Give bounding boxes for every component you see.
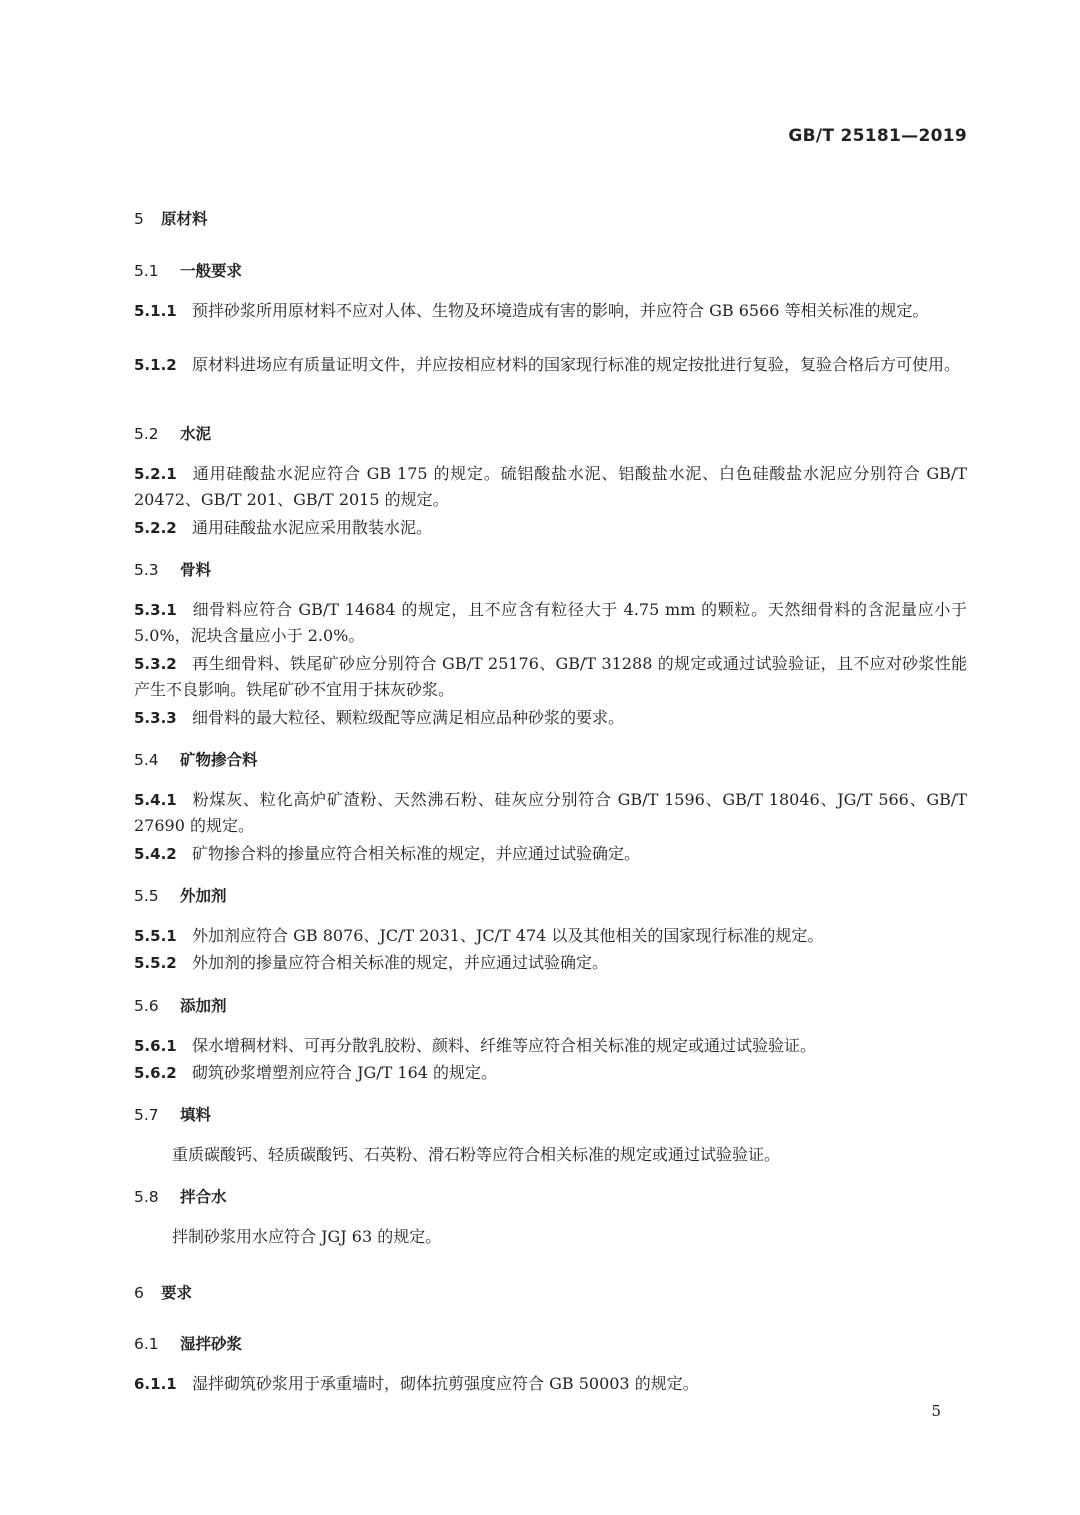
clause-text: 通用硅酸盐水泥应符合 GB 175 的规定。硫铝酸盐水泥、铝酸盐水泥、白色硅酸盐水泥应分别符合 GB/T 20472、GB/T 201、GB/T 2015 的规定。 (134, 464, 967, 509)
subsection-number: 6.1 (134, 1335, 159, 1353)
clause-number: 5.1.1 (134, 302, 177, 320)
clause-text: 细骨料应符合 GB/T 14684 的规定，且不应含有粒径大于 4.75 mm 的颗粒。天然细骨料的含泥量应小于 5.0%，泥块含量应小于 2.0%。 (134, 600, 967, 645)
clause-5-3-2 (134, 651, 967, 703)
clause-number: 5.2.1 (134, 465, 177, 483)
subsection-title: 填料 (180, 1106, 212, 1124)
clause-number: 5.5.1 (134, 927, 177, 945)
clause-5-2-1 (134, 461, 967, 513)
clause-5-5-2 (134, 950, 967, 976)
subsection-title: 一般要求 (180, 262, 243, 280)
subsection-heading-6-1 (134, 1332, 242, 1354)
clause-5-6-1 (134, 1033, 967, 1059)
clause-number: 5.4.2 (134, 845, 177, 863)
subsection-title: 拌合水 (180, 1188, 227, 1206)
subsection-heading-5-5 (134, 884, 227, 906)
clause-5-1-2 (134, 352, 967, 378)
clause-5-1-1 (134, 298, 967, 324)
clause-number: 5.5.2 (134, 954, 177, 972)
clause-5-3-3 (134, 705, 967, 731)
clause-5-4-2 (134, 841, 967, 867)
section-heading-6 (134, 1281, 192, 1303)
clause-number: 5.3.3 (134, 709, 177, 727)
clause-text: 预拌砂浆所用原材料不应对人体、生物及环境造成有害的影响，并应符合 GB 6566 等相关标准的规定。 (192, 301, 929, 320)
subsection-title: 骨料 (180, 561, 212, 579)
clause-text: 矿物掺合料的掺量应符合相关标准的规定，并应通过试验确定。 (192, 844, 641, 863)
subsection-title: 湿拌砂浆 (180, 1335, 243, 1353)
subsection-heading-5-1 (134, 259, 242, 281)
subsection-title: 水泥 (180, 425, 212, 443)
clause-text: 通用硅酸盐水泥应采用散装水泥。 (192, 518, 433, 537)
section-number: 6 (134, 1284, 144, 1302)
section-heading-5 (134, 207, 208, 229)
standard-code-header: GB/T 25181—2019 (788, 126, 967, 146)
clause-number: 5.6.2 (134, 1064, 177, 1082)
clause-number: 5.6.1 (134, 1037, 177, 1055)
subsection-heading-5-2 (134, 422, 211, 444)
clause-number: 5.2.2 (134, 519, 177, 537)
clause-number: 5.3.1 (134, 601, 177, 619)
subsection-number: 5.3 (134, 561, 159, 579)
clause-number: 5.4.1 (134, 791, 177, 809)
subsection-heading-5-7 (134, 1103, 211, 1125)
clause-text: 细骨料的最大粒径、颗粒级配等应满足相应品种砂浆的要求。 (192, 708, 625, 727)
subsection-heading-5-4 (134, 748, 258, 770)
subsection-number: 5.7 (134, 1106, 159, 1124)
subsection-heading-5-8 (134, 1185, 227, 1207)
clause-5-2-2 (134, 515, 967, 541)
subsection-heading-5-6 (134, 994, 227, 1016)
section-title: 要求 (161, 1284, 193, 1302)
clause-text: 再生细骨料、铁尾矿砂应分别符合 GB/T 25176、GB/T 31288 的规定或通过试验验证，且不应对砂浆性能产生不良影响。铁尾矿砂不宜用于抹灰砂浆。 (134, 654, 967, 699)
clause-text: 保水增稠材料、可再分散乳胶粉、颜料、纤维等应符合相关标准的规定或通过试验验证。 (192, 1036, 817, 1055)
subsection-title: 添加剂 (180, 997, 227, 1015)
subsection-title: 外加剂 (180, 887, 227, 905)
subsection-heading-5-3 (134, 558, 211, 580)
paragraph-5-7: 重质碳酸钙、轻质碳酸钙、石英粉、滑石粉等应符合相关标准的规定或通过试验验证。 (172, 1145, 781, 1164)
clause-text: 原材料进场应有质量证明文件，并应按相应材料的国家现行标准的规定按批进行复验，复验合格后方可使用。 (192, 355, 961, 374)
page-number: 5 (931, 1402, 941, 1420)
clause-5-6-2 (134, 1060, 967, 1086)
clause-number: 6.1.1 (134, 1375, 177, 1393)
subsection-number: 5.8 (134, 1188, 159, 1206)
subsection-number: 5.1 (134, 262, 159, 280)
clause-text: 外加剂的掺量应符合相关标准的规定，并应通过试验确定。 (192, 953, 609, 972)
clause-number: 5.1.2 (134, 356, 177, 374)
clause-text: 粉煤灰、粒化高炉矿渣粉、天然沸石粉、硅灰应分别符合 GB/T 1596、GB/T 18046、JG/T 566、GB/T 27690 的规定。 (134, 790, 967, 835)
clause-text: 砌筑砂浆增塑剂应符合 JG/T 164 的规定。 (192, 1063, 498, 1082)
subsection-number: 5.5 (134, 887, 159, 905)
subsection-title: 矿物掺合料 (180, 751, 258, 769)
clause-5-4-1 (134, 787, 967, 839)
section-title: 原材料 (161, 210, 208, 228)
clause-6-1-1 (134, 1371, 967, 1397)
clause-text: 外加剂应符合 GB 8076、JC/T 2031、JC/T 474 以及其他相关的国家现行标准的规定。 (192, 926, 824, 945)
clause-number: 5.3.2 (134, 655, 177, 673)
subsection-number: 5.2 (134, 425, 159, 443)
section-number: 5 (134, 210, 144, 228)
clause-5-3-1 (134, 597, 967, 649)
subsection-number: 5.4 (134, 751, 159, 769)
clause-5-5-1 (134, 923, 967, 949)
clause-text: 湿拌砌筑砂浆用于承重墙时，砌体抗剪强度应符合 GB 50003 的规定。 (192, 1374, 699, 1393)
subsection-number: 5.6 (134, 997, 159, 1015)
paragraph-5-8: 拌制砂浆用水应符合 JGJ 63 的规定。 (172, 1227, 442, 1246)
